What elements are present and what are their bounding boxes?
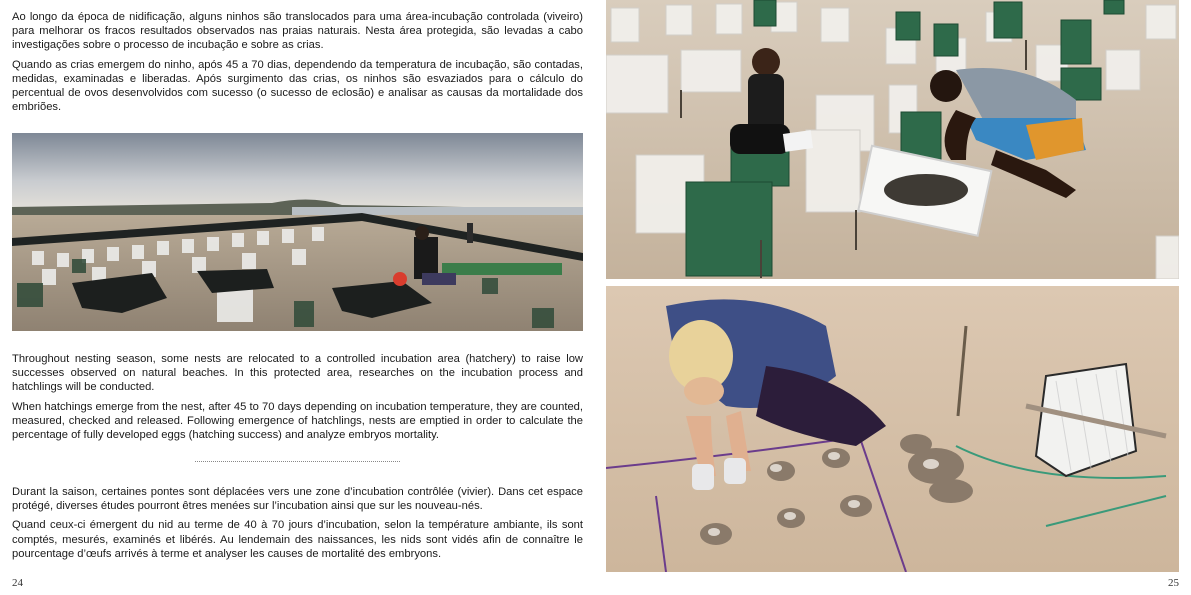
pt-paragraph-2: Quando as crias emergem do ninho, após 45 a 70 dias, dependendo da temperatura de incubação, são contadas, medidas, examinadas e liberadas. Após surgimento das crias, os ninhos são esvaziados para o cálculo do percentual de ovos desenvolvidos com sucesso (o sucesso de eclosão) e analisar as causas da mortalidade dos embriões. — [12, 58, 583, 114]
fr-paragraph-2: Quand ceux-ci émergent du nid au terme de 40 à 70 jours d’incubation, selon la température ambiante, ils sont comptés, mesurés, examinés et libérés. Au lendemain des naissances, les nids sont vidés afin de connaître le pourcentage d’œufs arrivés à terme et analyser les causes de mortalité des embryons. — [12, 519, 583, 560]
right-page — [596, 0, 1191, 595]
researchers-photo — [606, 0, 1179, 279]
dotted-divider — [195, 461, 400, 462]
page-number-left: 24 — [12, 577, 23, 589]
page-number-right: 25 — [1168, 577, 1179, 589]
french-text — [12, 485, 583, 566]
fr-paragraph-1: Durant la saison, certaines pontes sont déplacées vers une zone d’incubation contrôlée (vivier). Dans cet espace protégé, diverses études pourront êtres menées sur l’incubation ainsi que sur les nouveau-nés. — [12, 486, 583, 513]
hatchling-nest-photo — [606, 286, 1179, 572]
en-paragraph-2: When hatchings emerge from the nest, after 45 to 70 days depending on incubation temperature, they are counted, measured, checked and released. Following emergence of hatchlings, nests are emptied in order to calculate the percentage of fully developed eggs (hatching success) and analyze embryos mortality. — [12, 400, 583, 442]
english-text — [12, 352, 583, 447]
en-paragraph-1: Throughout nesting season, some nests are relocated to a controlled incubation area (hatchery) to raise low successes observed on natural beaches. In this protected area, researches on the incubation process and hatchlings will be conducted. — [12, 353, 583, 394]
left-page — [0, 0, 595, 595]
pt-paragraph-1: Ao longo da época de nidificação, alguns ninhos são translocados para uma área-incubação controlada (viveiro) para melhorar os fracos resultados observados nas praias naturais. Nesta área protegida, são levadas a cabo investigações sobre o processo de incubação e sobre as crias. — [12, 11, 583, 52]
hatchery-photo — [12, 133, 583, 331]
portuguese-text — [12, 10, 583, 119]
